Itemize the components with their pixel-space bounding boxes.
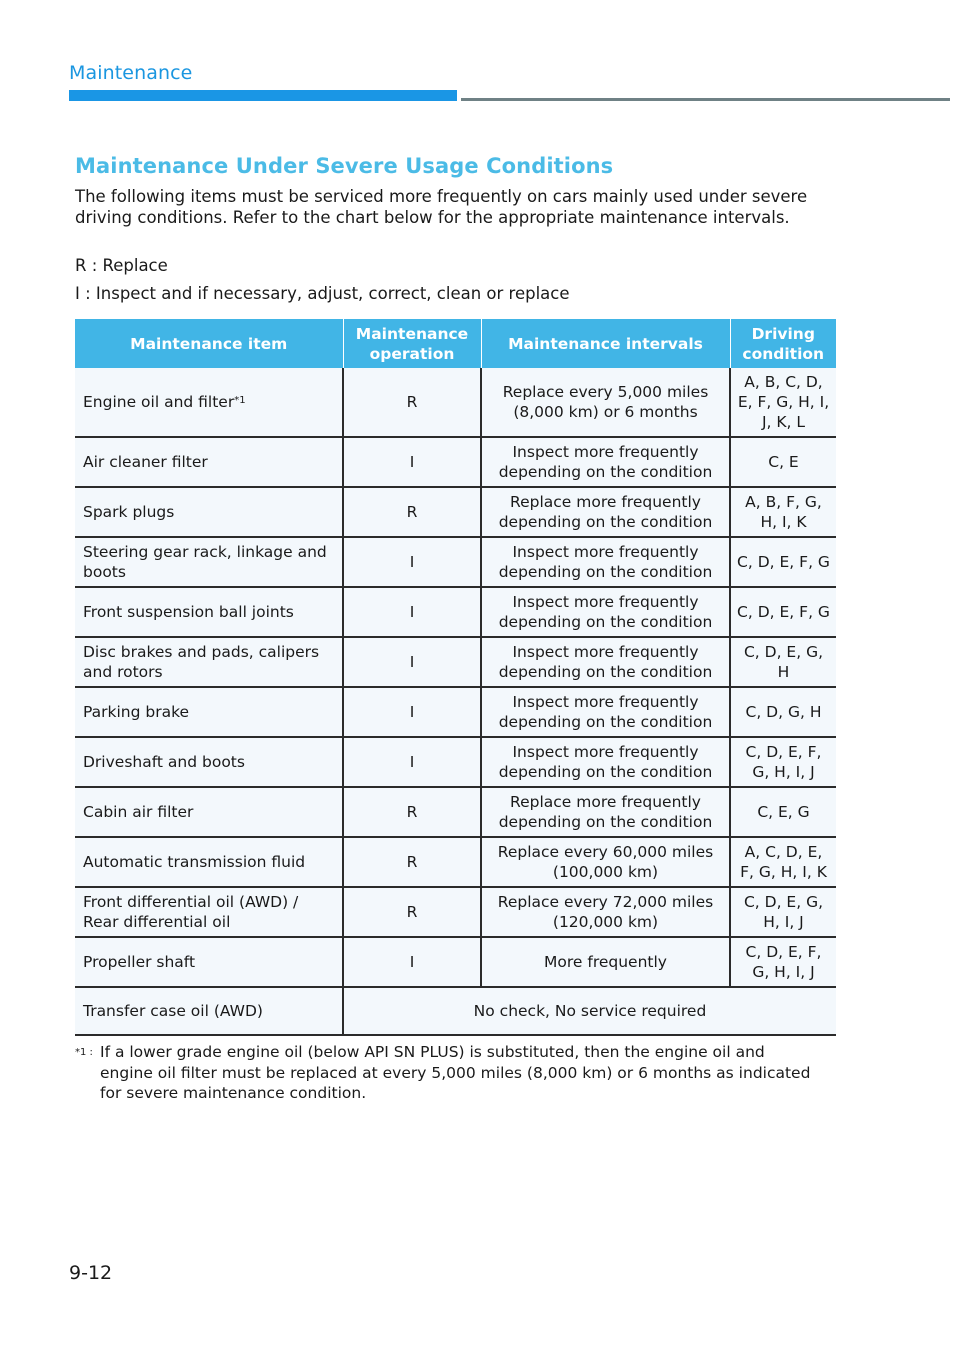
cell-interval: Replace every 5,000 miles (8,000 km) or 6 months [481,368,730,437]
table-row [75,437,836,487]
table-row [75,737,836,787]
cell-operation: R [343,887,481,937]
cell-interval: Replace every 60,000 miles (100,000 km) [481,837,730,887]
header-maintenance-intervals: Maintenance intervals [481,319,730,368]
cell-interval: Inspect more frequently depending on the condition [481,437,730,487]
cell-item: Cabin air filter [75,787,343,837]
cell-interval: Replace every 72,000 miles (120,000 km) [481,887,730,937]
page-number: 9-12 [69,1262,113,1284]
table-row [75,487,836,537]
cell-item: Engine oil and filter$^{*1}$ [75,368,343,437]
cell-interval: More frequently [481,937,730,987]
footnote-mark: *1 : [75,1047,93,1058]
table-row [75,787,836,837]
header-driving-condition: Driving condition [730,319,836,368]
cell-interval: Inspect more frequently depending on the condition [481,737,730,787]
cell-operation: R [343,487,481,537]
table-row [75,887,836,937]
cell-operation: I [343,637,481,687]
cell-operation: I [343,737,481,787]
cell-item: Driveshaft and boots [75,737,343,787]
cell-item: Front differential oil (AWD) / Rear differential oil [75,887,343,937]
cell-item: Parking brake [75,687,343,737]
legend-replace: R : Replace [75,256,168,275]
section-label: Maintenance [69,62,193,84]
cell-interval: Replace more frequently depending on the condition [481,487,730,537]
cell-condition: C, E [730,437,836,487]
table-row [75,937,836,987]
cell-merged-note: No check, No service required [343,987,836,1035]
cell-condition: C, E, G [730,787,836,837]
cell-condition: C, D, G, H [730,687,836,737]
cell-item: Transfer case oil (AWD) [75,987,343,1035]
cell-item: Front suspension ball joints [75,587,343,637]
cell-item: Steering gear rack, linkage and boots [75,537,343,587]
cell-operation: I [343,937,481,987]
cell-interval: Replace more frequently depending on the condition [481,787,730,837]
table-row [75,687,836,737]
cell-operation: I [343,537,481,587]
cell-condition: C, D, E, F, G, H, I, J [730,737,836,787]
cell-condition: C, D, E, F, G [730,587,836,637]
table-row [75,587,836,637]
header-rule [461,98,950,101]
page-title: Maintenance Under Severe Usage Conditions [75,154,614,178]
cell-operation: R [343,837,481,887]
cell-condition: C, D, E, F, G, H, I, J [730,937,836,987]
cell-interval: Inspect more frequently depending on the condition [481,587,730,637]
header-maintenance-item: Maintenance item [75,319,343,368]
intro-paragraph: The following items must be serviced more frequently on cars mainly used under severe driving conditions. Refer to the chart below for the appropriate maintenance intervals. [75,187,808,227]
cell-condition: A, B, F, G, H, I, K [730,487,836,537]
cell-interval: Inspect more frequently depending on the condition [481,637,730,687]
cell-operation: R [343,787,481,837]
cell-item: Disc brakes and pads, calipers and rotors [75,637,343,687]
cell-condition: C, D, E, G, H [730,637,836,687]
footnote-text: If a lower grade engine oil (below API SN PLUS) is substituted, then the engine oil and engine oil filter must be replaced at every 5,000 miles (8,000 km) or 6 months as indicated for severe maintenance condition. [100,1043,811,1102]
cell-operation: I [343,437,481,487]
cell-operation: I [343,687,481,737]
footnote [75,1042,815,1104]
maintenance-table [75,319,836,1036]
header-maintenance-operation: Maintenance operation [343,319,481,368]
cell-item: Air cleaner filter [75,437,343,487]
table-row [75,368,836,437]
cell-condition: A, B, C, D, E, F, G, H, I, J, K, L [730,368,836,437]
legend-inspect: I : Inspect and if necessary, adjust, correct, clean or replace [75,284,570,303]
table-row [75,537,836,587]
cell-operation: R [343,368,481,437]
table-row [75,987,836,1035]
cell-condition: C, D, E, F, G [730,537,836,587]
cell-operation: I [343,587,481,637]
cell-interval: Inspect more frequently depending on the condition [481,537,730,587]
cell-condition: C, D, E, G, H, I, J [730,887,836,937]
cell-item: Automatic transmission fluid [75,837,343,887]
header-accent-bar [69,90,457,101]
table-row [75,837,836,887]
footnote-ref: *1 [234,395,246,406]
cell-item: Spark plugs [75,487,343,537]
table-header-row [75,319,836,368]
cell-condition: A, C, D, E, F, G, H, I, K [730,837,836,887]
cell-interval: Inspect more frequently depending on the condition [481,687,730,737]
cell-item: Propeller shaft [75,937,343,987]
table-row [75,637,836,687]
